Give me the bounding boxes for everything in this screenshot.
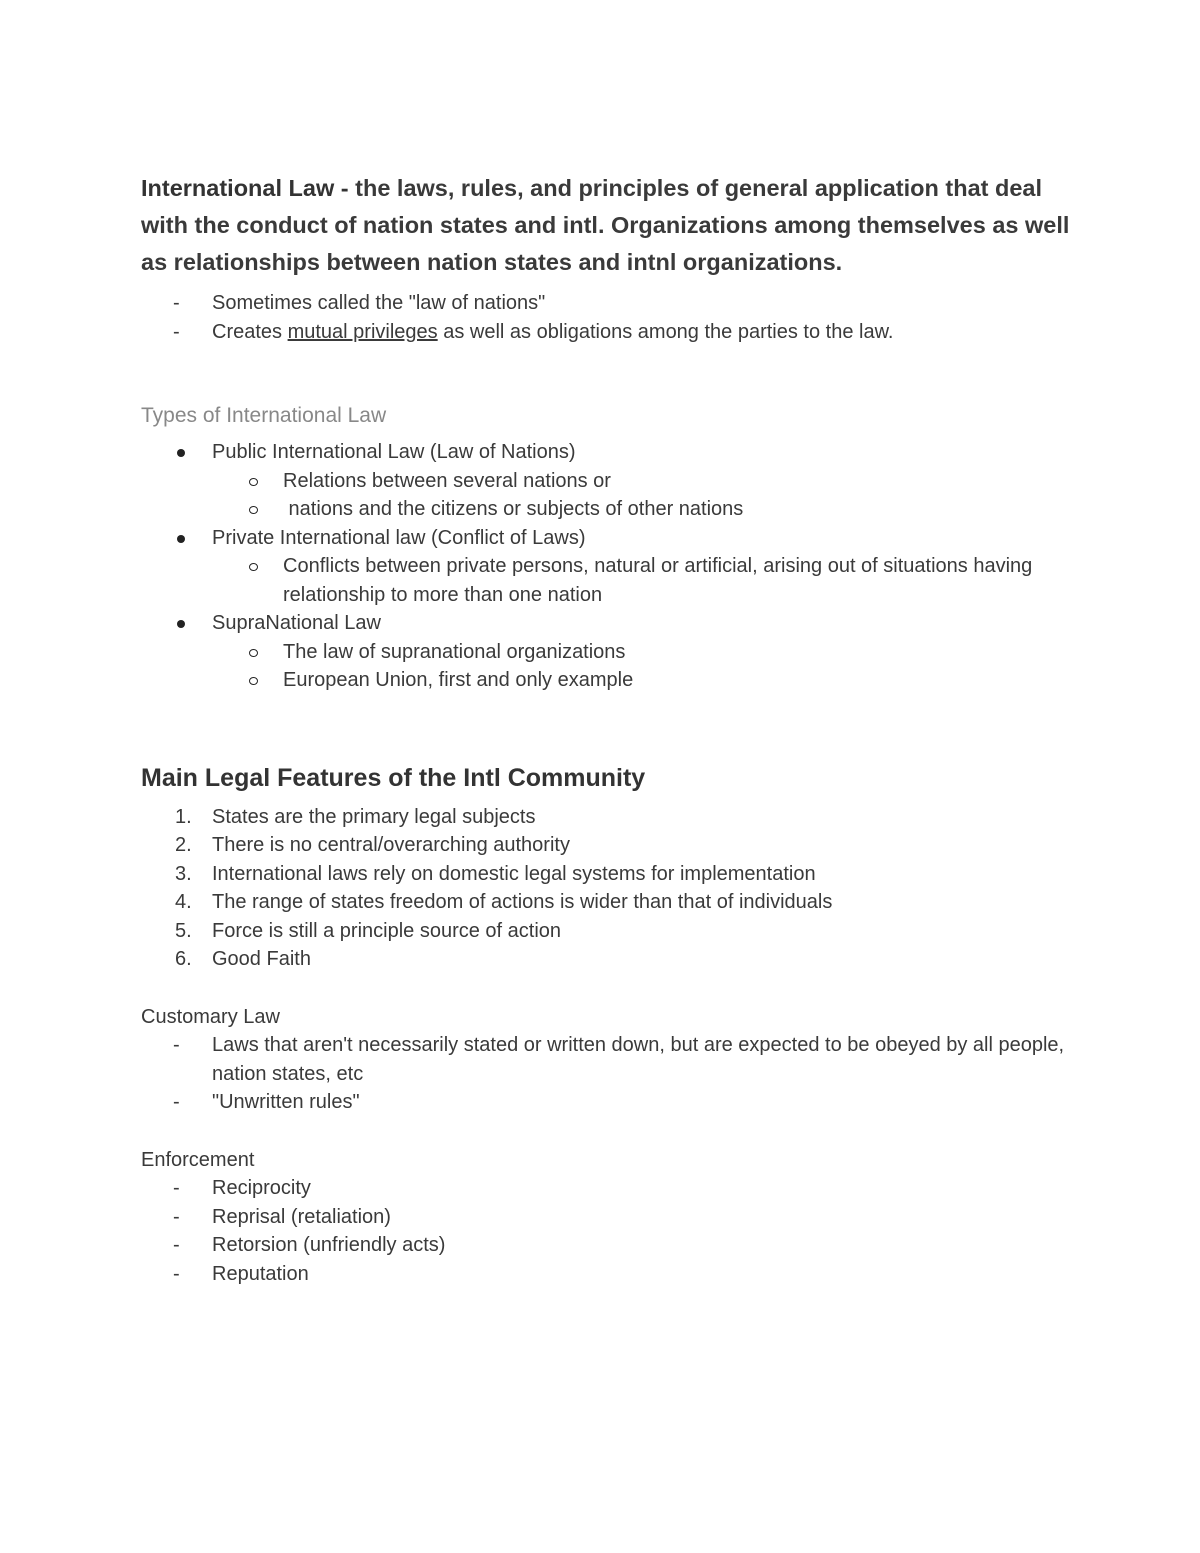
list-number: 1. [175, 805, 192, 828]
sub-list-item [212, 638, 1071, 667]
sub-list-item [212, 495, 1071, 524]
dash-marker: - [173, 292, 180, 314]
features-heading: Main Legal Features of the Intl Community [141, 763, 646, 792]
list-item [141, 609, 1071, 695]
list-item [141, 831, 1071, 860]
circle-bullet-icon [249, 563, 258, 571]
sub-list-item [212, 666, 1071, 695]
dash-marker: - [173, 1177, 180, 1199]
customary-text: "Unwritten rules" [212, 1091, 360, 1113]
list-number: 2. [175, 834, 192, 856]
intro-points [141, 289, 1071, 346]
list-item [141, 1260, 1071, 1289]
sub-list [212, 552, 1071, 609]
sub-list [212, 467, 1071, 524]
document-page [141, 170, 1071, 1288]
sub-text: Relations between several nations or [283, 469, 611, 492]
enforcement-text: Retorsion (unfriendly acts) [212, 1234, 446, 1256]
bullet-icon [177, 620, 185, 628]
list-number: 4. [175, 891, 192, 913]
enforcement-heading: Enforcement [141, 1148, 255, 1171]
intro-term: International Law - [141, 175, 349, 201]
types-heading: Types of International Law [141, 404, 387, 427]
list-item [141, 289, 1071, 318]
list-item [141, 1231, 1071, 1260]
feature-text: States are the primary legal subjects [212, 805, 536, 828]
enforcement-text: Reprisal (retaliation) [212, 1205, 391, 1228]
sub-text: The law of supranational organizations [283, 640, 626, 663]
list-item [141, 1203, 1071, 1232]
underlined-term: mutual privileges [287, 320, 438, 343]
feature-text: There is no central/overarching authority [212, 834, 570, 856]
dash-marker: - [173, 320, 180, 343]
list-item [141, 1174, 1071, 1203]
type-label: Public International Law (Law of Nations) [212, 441, 576, 463]
point-text: Creates [212, 320, 288, 343]
list-item [141, 888, 1071, 917]
sub-list-item [212, 467, 1071, 496]
bullet-icon [177, 449, 185, 457]
list-number: 5. [175, 919, 192, 942]
circle-bullet-icon [249, 649, 258, 657]
types-list [141, 438, 1071, 695]
enforcement-text: Reputation [212, 1262, 309, 1285]
customary-text: Laws that aren't necessarily stated or written down, but are expected to be obeyed by all people, nation states, etc [212, 1034, 1065, 1085]
feature-text: The range of states freedom of actions is wider than that of individuals [212, 891, 833, 913]
features-list [141, 803, 1071, 974]
circle-bullet-icon [249, 677, 258, 685]
feature-text: Force is still a principle source of action [212, 919, 562, 942]
circle-bullet-icon [249, 506, 258, 514]
list-item [141, 524, 1071, 610]
list-item [141, 1088, 1071, 1117]
customary-list [141, 1031, 1071, 1117]
list-item [141, 945, 1071, 974]
sub-text: nations and the citizens or subjects of other nations [283, 498, 744, 520]
point-text: Sometimes called the "law of nations" [212, 292, 546, 314]
circle-bullet-icon [249, 478, 258, 486]
customary-heading: Customary Law [141, 1005, 280, 1028]
sub-list-item [212, 552, 1071, 609]
sub-list [212, 638, 1071, 695]
feature-text: Good Faith [212, 948, 311, 970]
bullet-icon [177, 535, 185, 543]
list-item [141, 917, 1071, 946]
type-label: Private International law (Conflict of Laws) [212, 526, 586, 549]
dash-marker: - [173, 1205, 180, 1228]
list-number: 3. [175, 862, 192, 885]
sub-text: European Union, first and only example [283, 669, 634, 691]
type-label: SupraNational Law [212, 612, 381, 634]
list-item [141, 318, 1071, 347]
dash-marker: - [173, 1034, 180, 1056]
list-item [141, 860, 1071, 889]
dash-marker: - [173, 1091, 180, 1113]
enforcement-text: Reciprocity [212, 1177, 311, 1199]
sub-text: Conflicts between private persons, natural or artificial, arising out of situations having relationship to more than one nation [283, 555, 1033, 606]
point-text: as well as obligations among the parties to the law. [437, 320, 894, 343]
list-item [141, 803, 1071, 832]
intro-definition: the laws, rules, and principles of general application that deal with the conduct of nation states and intl. Organizations among themselves as well as relationships between nation states and intnl organizations. [141, 175, 1070, 275]
enforcement-list [141, 1174, 1071, 1288]
feature-text: International laws rely on domestic legal systems for implementation [212, 862, 816, 885]
list-number: 6. [175, 948, 192, 970]
dash-marker: - [173, 1234, 180, 1256]
list-item [141, 1031, 1071, 1088]
dash-marker: - [173, 1262, 180, 1285]
list-item [141, 438, 1071, 524]
intro-paragraph [141, 170, 1071, 281]
